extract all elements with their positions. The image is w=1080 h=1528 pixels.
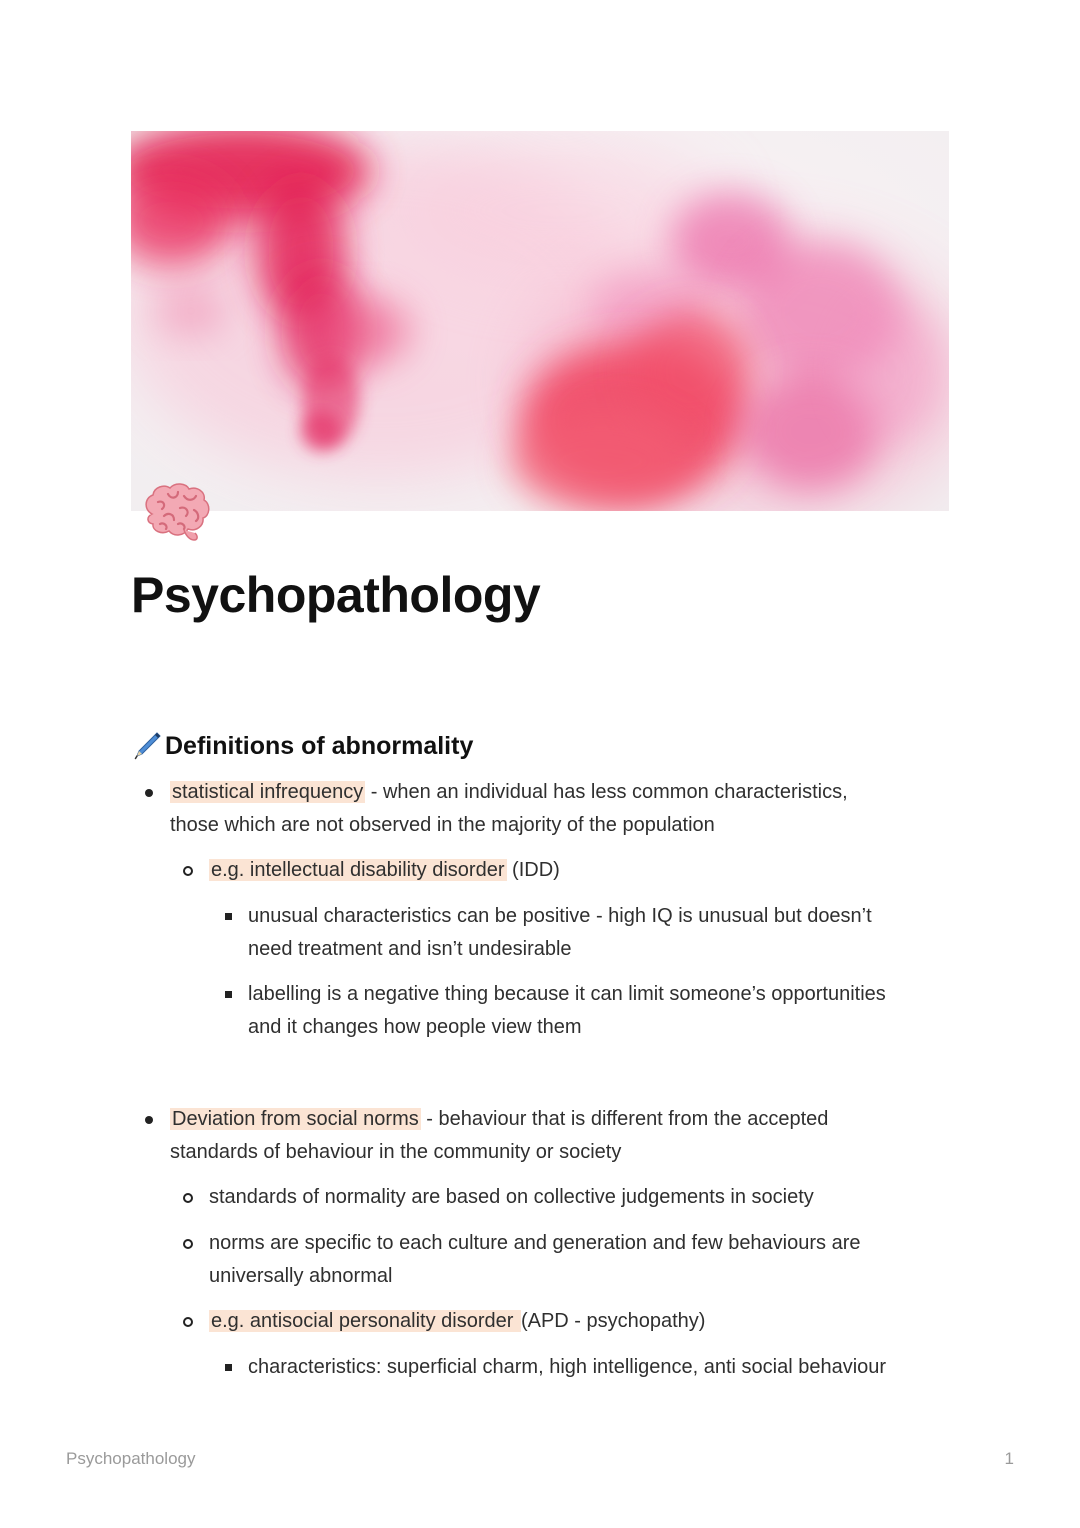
item-text: characteristics: superficial charm, high intelligence, anti social behaviour xyxy=(248,1356,887,1378)
bullet-circle xyxy=(183,1317,193,1327)
highlighted-term: statistical infrequency xyxy=(172,781,364,803)
list-item-idd-example xyxy=(209,854,560,887)
bullet-disc xyxy=(145,1116,153,1124)
list-item-norms-specific xyxy=(209,1227,861,1293)
item-text: (IDD) xyxy=(506,859,560,881)
highlighted-term: e.g. antisocial personality disorder xyxy=(211,1310,519,1332)
list-item-deviation-social-norms xyxy=(170,1103,828,1169)
section-heading xyxy=(131,730,473,762)
bullet-square xyxy=(225,991,232,998)
item-text: labelling is a negative thing because it can limit someone’s opportunities xyxy=(248,983,886,1005)
item-text: - when an individual has less common characteristics, xyxy=(365,781,848,803)
highlighted-term: Deviation from social norms xyxy=(172,1108,419,1130)
brain-icon xyxy=(138,480,214,544)
page-title: Psychopathology xyxy=(131,567,541,623)
list-item-statistical-infrequency xyxy=(170,776,848,842)
cover-image xyxy=(131,131,949,511)
bullet-square xyxy=(225,913,232,920)
pen-icon xyxy=(131,730,163,762)
page-number: 1 xyxy=(1004,1449,1014,1468)
list-item-unusual-characteristics xyxy=(248,900,872,966)
bullet-circle xyxy=(183,1239,193,1249)
section-heading-text: Definitions of abnormality xyxy=(165,731,474,760)
item-text: norms are specific to each culture and generation and few behaviours are xyxy=(209,1232,861,1254)
bullet-disc xyxy=(145,789,153,797)
item-text: standards of behaviour in the community or society xyxy=(170,1141,622,1163)
item-line xyxy=(209,854,560,887)
item-line xyxy=(170,1103,828,1136)
bullet-circle xyxy=(183,866,193,876)
item-text: those which are not observed in the majority of the population xyxy=(170,814,715,836)
item-text: (APD - psychopathy) xyxy=(520,1310,706,1332)
list-item-standards-normality xyxy=(209,1181,814,1214)
list-item-apd-characteristics xyxy=(248,1351,886,1384)
item-text: unusual characteristics can be positive - high IQ is unusual but doesn’t xyxy=(248,905,872,927)
footer-title: Psychopathology xyxy=(66,1449,196,1468)
item-text: need treatment and isn’t undesirable xyxy=(248,938,572,960)
item-text: and it changes how people view them xyxy=(248,1016,582,1038)
highlighted-term: e.g. intellectual disability disorder xyxy=(211,859,505,881)
list-item-labelling xyxy=(248,978,886,1044)
pink-ink-smoke-image xyxy=(131,131,949,511)
list-item-apd-example xyxy=(209,1305,705,1338)
bullet-circle xyxy=(183,1193,193,1203)
item-line xyxy=(209,1305,705,1338)
item-line xyxy=(170,776,848,809)
item-text: - behaviour that is different from the accepted xyxy=(420,1108,829,1130)
item-text: standards of normality are based on collective judgements in society xyxy=(209,1186,814,1208)
item-text: universally abnormal xyxy=(209,1265,393,1287)
bullet-square xyxy=(225,1364,232,1371)
